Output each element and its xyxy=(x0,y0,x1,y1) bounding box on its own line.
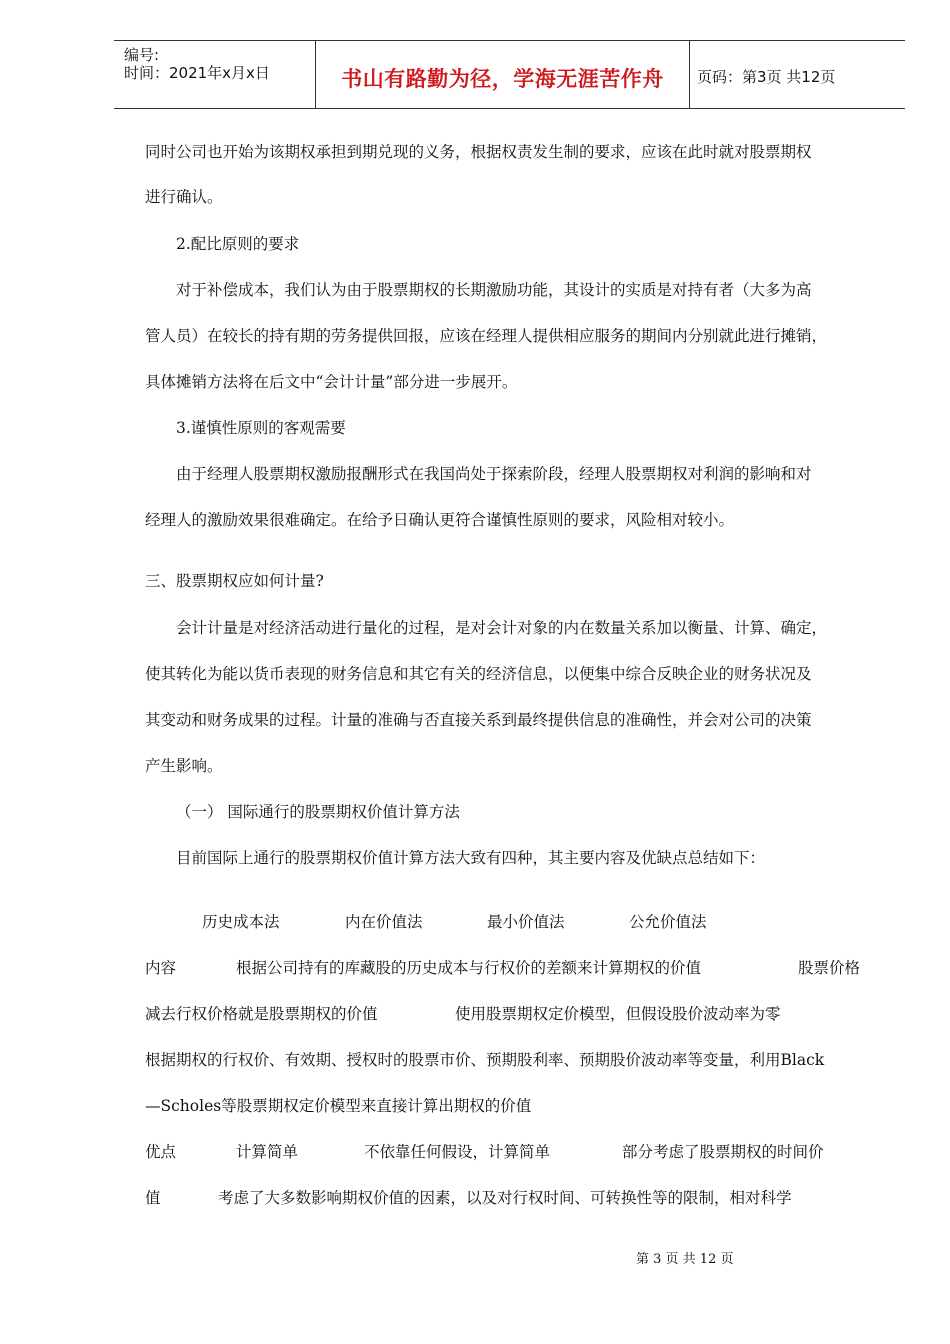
table-cell: 减去行权价格就是股票期权的价值 xyxy=(145,1005,378,1023)
paragraph-line: 目前国际上通行的股票期权价值计算方法大致有四种，其主要内容及优缺点总结如下： xyxy=(176,849,766,867)
header-page-number: 页码：第3页 共12页 xyxy=(697,68,836,86)
paragraph-line: 使其转化为能以货币表现的财务信息和其它有关的经济信息，以便集中综合反映企业的财务状况及 xyxy=(145,665,812,683)
table-cell: 不依靠任何假设，计算简单 xyxy=(364,1143,551,1161)
paragraph-line: 其变动和财务成果的过程。计量的准确与否直接关系到最终提供信息的准确性，并会对公司的决策 xyxy=(145,711,812,729)
table-cell: 计算简单 xyxy=(236,1143,299,1161)
doc-date-label: 时间：2021年x月x日 xyxy=(124,64,270,82)
table-cell: 股票价格 xyxy=(798,959,861,977)
paragraph-line: 管人员）在较长的持有期的劳务提供回报，应该在经理人提供相应服务的期间内分别就此进行摊销， xyxy=(145,327,828,345)
table-header-cell: 历史成本法 xyxy=(202,913,280,931)
header-divider xyxy=(689,41,690,108)
table-cell: —Scholes等股票期权定价模型来直接计算出期权的价值 xyxy=(145,1097,532,1115)
paragraph-line: 具体摊销方法将在后文中“会计计量”部分进一步展开。 xyxy=(145,373,518,391)
table-cell: 部分考虑了股票期权的时间价 xyxy=(622,1143,824,1161)
paragraph-line: 由于经理人股票期权激励报酬形式在我国尚处于探索阶段，经理人股票期权对利润的影响和对 xyxy=(176,465,812,483)
header-motto: 书山有路勤为径，学海无涯苦作舟 xyxy=(341,67,664,91)
paragraph-line: 会计计量是对经济活动进行量化的过程，是对会计对象的内在数量关系加以衡量、计算、确定， xyxy=(176,619,828,637)
table-header-cell: 内在价值法 xyxy=(345,913,423,931)
table-cell: 根据公司持有的库藏股的历史成本与行权价的差额来计算期权的价值 xyxy=(236,959,702,977)
subheading: 2.配比原则的要求 xyxy=(176,235,300,253)
table-row-label: 优点 xyxy=(145,1143,177,1161)
paragraph-line: 产生影响。 xyxy=(145,757,223,775)
table-cell: 使用股票期权定价模型，但假设股价波动率为零 xyxy=(455,1005,781,1023)
subsection-heading: （一） 国际通行的股票期权价值计算方法 xyxy=(176,803,460,821)
table-row-label: 内容 xyxy=(145,959,177,977)
paragraph-line: 经理人的激励效果很难确定。在给予日确认更符合谨慎性原则的要求，风险相对较小。 xyxy=(145,511,735,529)
page-footer: 第 3 页 共 12 页 xyxy=(636,1252,734,1267)
table-cell: 考虑了大多数影响期权价值的因素，以及对行权时间、可转换性等的限制，相对科学 xyxy=(218,1189,792,1207)
paragraph-line: 同时公司也开始为该期权承担到期兑现的义务，根据权责发生制的要求，应该在此时就对股票期权 xyxy=(145,143,812,161)
doc-code-label: 编号: xyxy=(124,46,160,64)
subheading: 3.谨慎性原则的客观需要 xyxy=(176,419,346,437)
table-header-cell: 最小价值法 xyxy=(487,913,565,931)
paragraph-line: 进行确认。 xyxy=(145,188,223,206)
section-heading: 三、股票期权应如何计量? xyxy=(145,572,324,590)
page-header xyxy=(114,40,905,109)
table-header-cell: 公允价值法 xyxy=(629,913,707,931)
paragraph-line: 对于补偿成本，我们认为由于股票期权的长期激励功能，其设计的实质是对持有者（大多为高 xyxy=(176,281,812,299)
table-cell: 根据期权的行权价、有效期、授权时的股票市价、预期股利率、预期股价波动率等变量，利用Black xyxy=(145,1051,825,1069)
table-cell: 值 xyxy=(145,1189,161,1207)
